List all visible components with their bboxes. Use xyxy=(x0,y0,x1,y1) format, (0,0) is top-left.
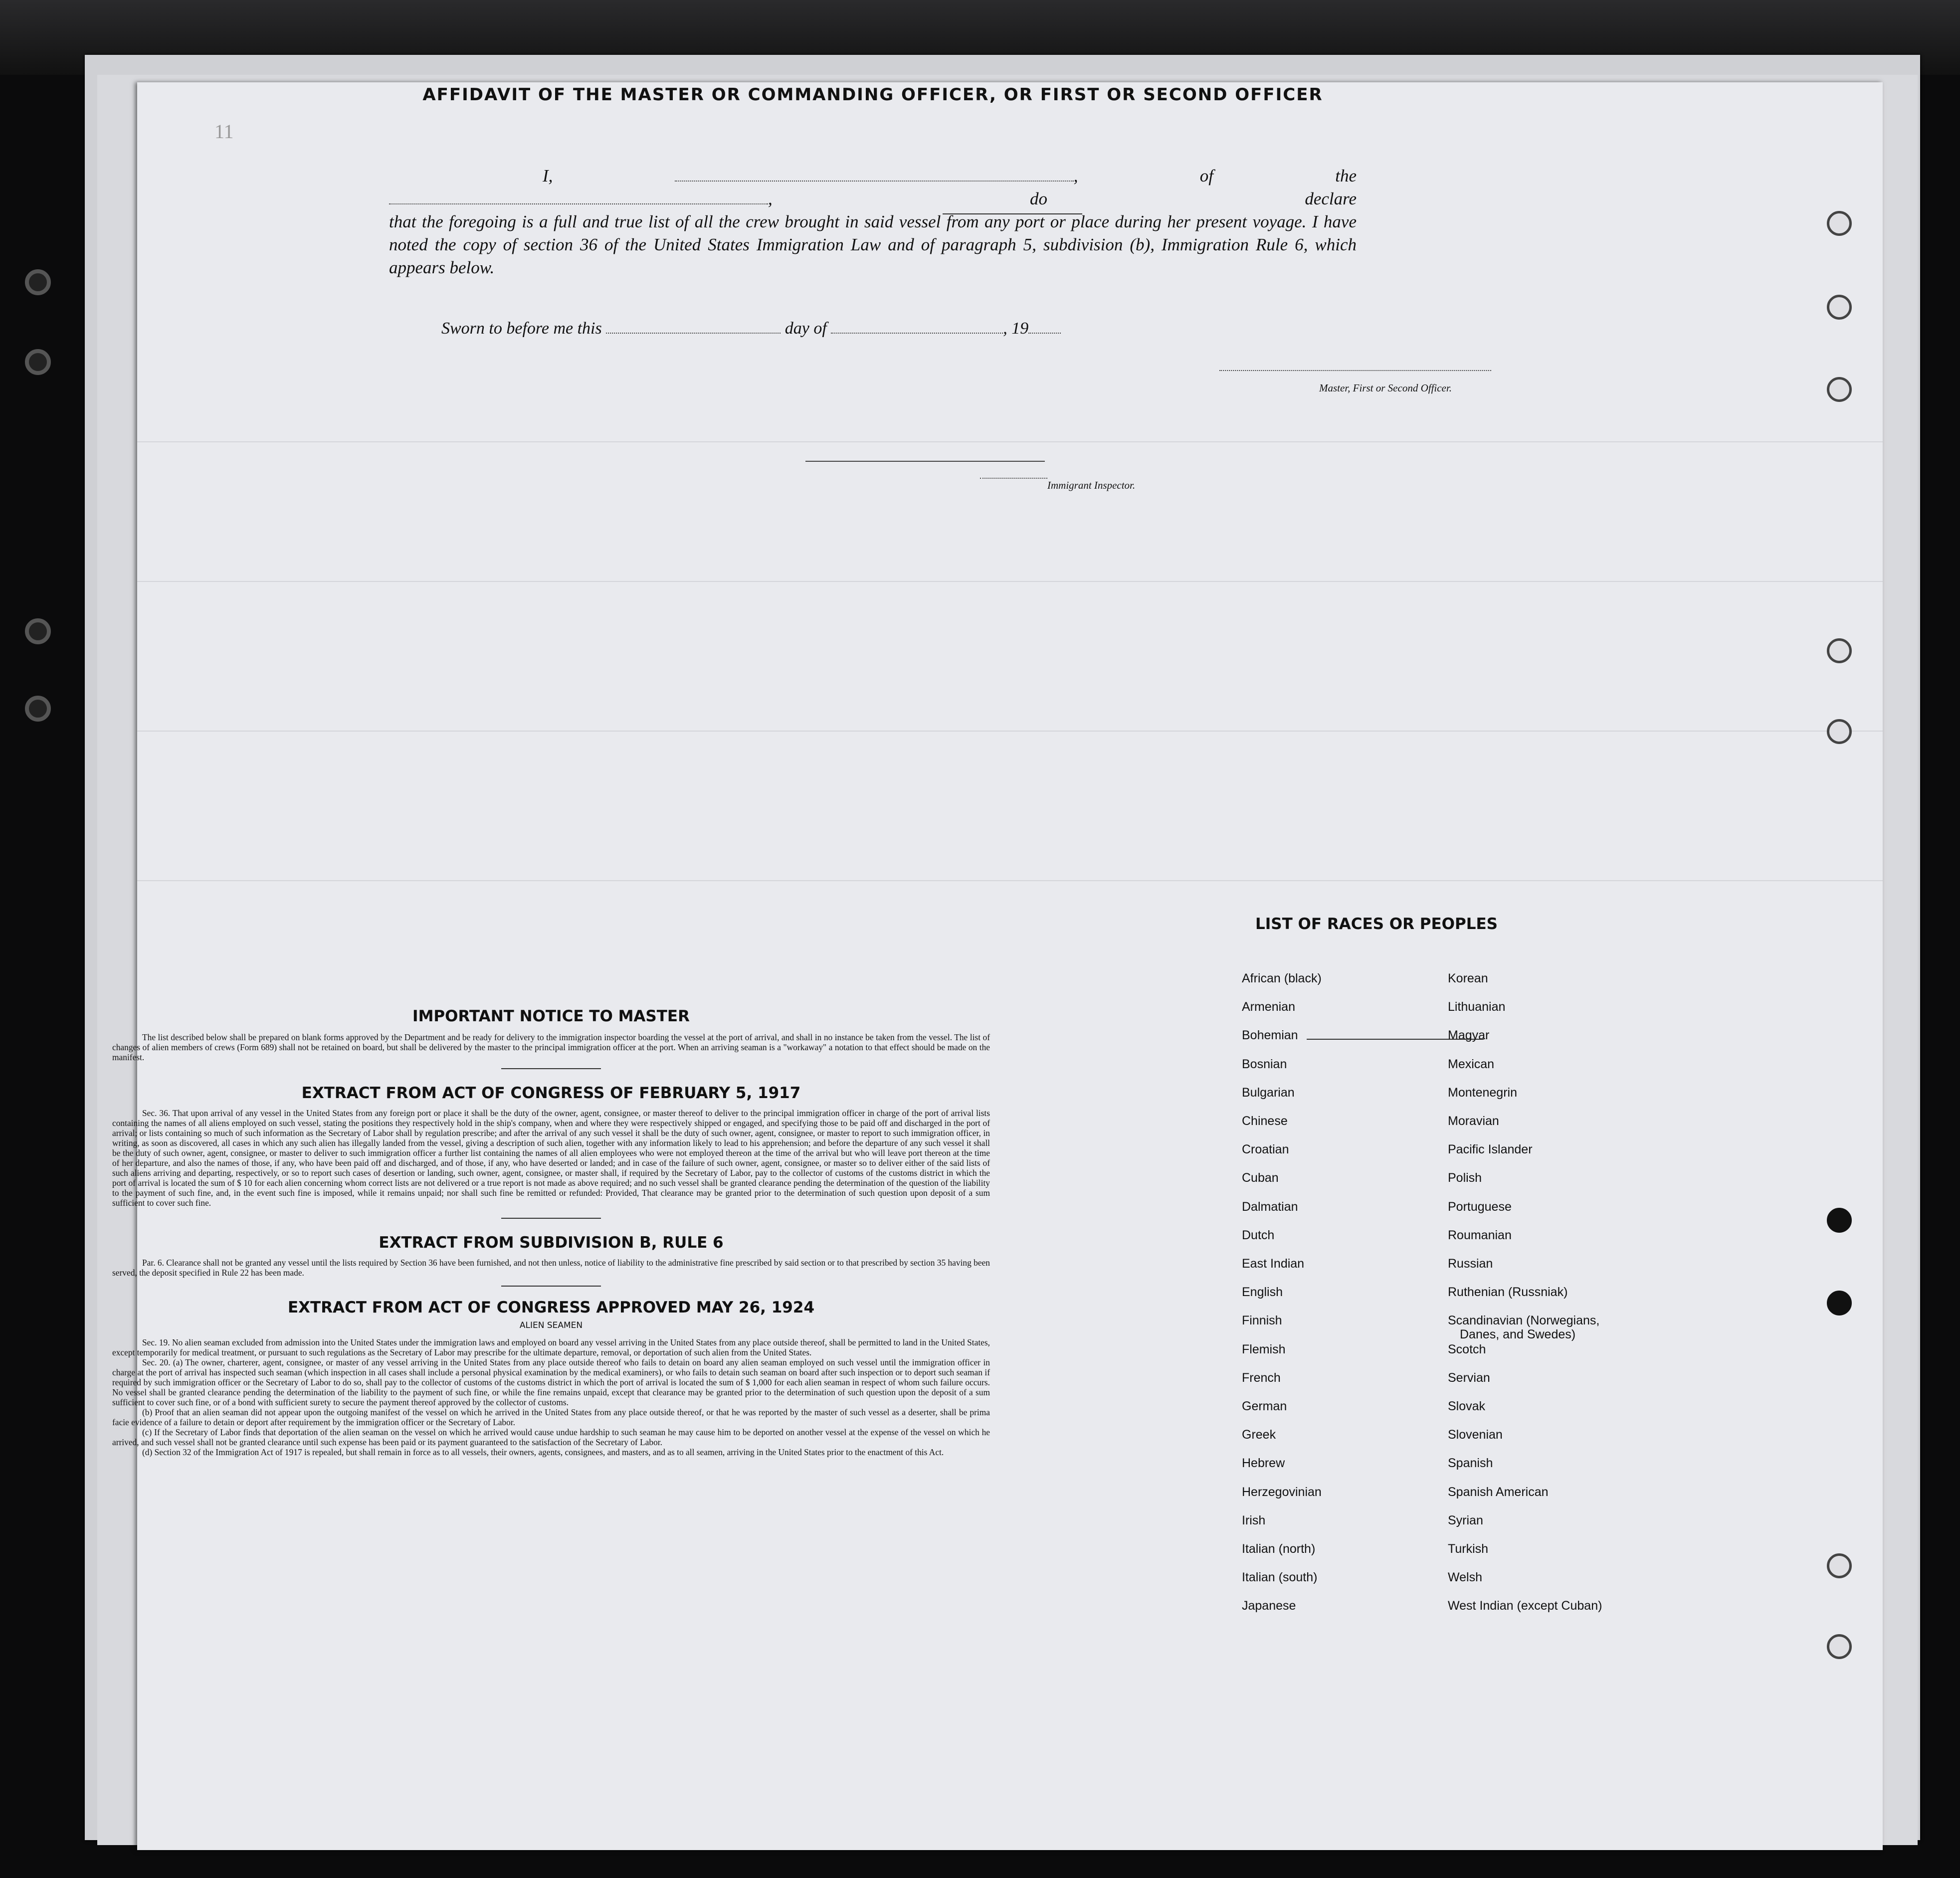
race-item: Japanese xyxy=(1242,1599,1296,1613)
race-item: Turkish xyxy=(1448,1542,1489,1556)
race-item: Scandinavian (Norwegians, xyxy=(1448,1314,1600,1328)
signature-caption: Master, First or Second Officer. xyxy=(1319,382,1452,394)
race-item: African (black) xyxy=(1242,971,1322,985)
affidavit-title: AFFIDAVIT OF THE MASTER OR COMMANDING OFFICER, OR FIRST OR SECOND OFFICER xyxy=(422,85,1323,105)
binder-hole-icon xyxy=(1827,1208,1852,1233)
affidavit-text xyxy=(389,165,1357,279)
race-item: Moravian xyxy=(1448,1114,1499,1128)
section-rule xyxy=(501,1218,601,1219)
race-item: Servian xyxy=(1448,1370,1490,1385)
race-item: Welsh xyxy=(1448,1570,1483,1585)
binder-hole-icon xyxy=(1827,1291,1852,1315)
extract-1924-sec19: Sec. 19. No alien seaman excluded from admission into the United States under the immigration laws and employed on board any vessel arriving in the United States from any place outside thereof, shall be permitted to land in the United States, except temporarily for medical treatment, or pursuant to such regulations as the Secretary of Labor may prescribe for the ultimate departure, removal, or deportation of such alien from the United States. xyxy=(112,1337,990,1357)
binder-hole-icon xyxy=(1827,1553,1852,1578)
extract-1917-title: EXTRACT FROM ACT OF CONGRESS OF FEBRUARY 5, 1917 xyxy=(301,1084,801,1102)
race-item: Montenegrin xyxy=(1448,1085,1517,1100)
binder-hole-icon xyxy=(1827,638,1852,663)
sworn-day-of: day of xyxy=(784,319,827,338)
race-item: Danes, and Swedes) xyxy=(1460,1327,1576,1342)
extract-1924-sec20a: Sec. 20. (a) The owner, charterer, agent, consignee, or master of any vessel arriving in the United States from any place outside thereof who fails to detain on board any alien seaman employed on such vessel until the immigration officer in charge at the port of arrival has inspected such seaman (which inspection in all cases shall include a personal physical examination by the medical examiners), or who fails to detain such seaman on board after such inspection or to deport such seaman if required by such immigration officer or the Secretary of Labor to do so, shall pay to the collector of customs of the customs district in which the port of arrival is located the sum of $ 1,000 for each alien seaman in respect of whom such failure occurs. No vessel shall be granted clearance pending the determination of the liability to the payment of such fine, or while the fine remains unpaid, except that clearance may be granted prior to the determination of such question upon the deposit of a sum sufficient to cover such fine, or of a bond with sufficient surety to secure the payment thereof approved by the collector of customs. xyxy=(112,1357,990,1407)
extract-1924-sec20d: (d) Section 32 of the Immigration Act of 1917 is repealed, but shall remain in force as to all vessels, their owners, agents, consignees, and masters, and as to all seamen, arriving in the United States prior to the enactment of this Act. xyxy=(142,1447,944,1457)
extract-rule6-text: Par. 6. Clearance shall not be granted any vessel until the lists required by Section 36 have been furnished, and not then unless, notice of liability to the administrative fine prescribed by said section or to that prescribed by section 35 having been served, the deposit specified in Rule 22 has been made. xyxy=(112,1258,990,1278)
sworn-year-prefix: , 19 xyxy=(1003,319,1029,338)
race-item: Irish xyxy=(1242,1513,1266,1527)
binder-hole-icon xyxy=(25,618,51,644)
sworn-day-field[interactable] xyxy=(606,323,781,334)
race-item: Magyar xyxy=(1448,1028,1490,1043)
vessel-field[interactable] xyxy=(389,193,768,204)
extract-1924-title: EXTRACT FROM ACT OF CONGRESS APPROVED MAY 26, 1924 xyxy=(287,1299,815,1316)
race-item: Lithuanian xyxy=(1448,1000,1506,1014)
sworn-label: Sworn to before me this xyxy=(441,319,602,338)
race-item: Russian xyxy=(1448,1257,1493,1271)
race-item: East Indian xyxy=(1242,1257,1305,1271)
extract-rule6-title: EXTRACT FROM SUBDIVISION B, RULE 6 xyxy=(379,1234,724,1252)
binder-hole-icon xyxy=(1827,1634,1852,1659)
extract-1924-sec20c: (c) If the Secretary of Labor finds that deportation of the alien seaman on the vessel on which he arrived would cause undue hardship to such seaman he may cause him to be deported on another vessel at the expense of the vessel on which he arrived, and such vessel shall not be granted clearance until such expense has been paid or its payment guaranteed to the satisfaction of the Secretary of Labor. xyxy=(112,1427,990,1447)
race-item: Armenian xyxy=(1242,1000,1295,1014)
legal-extracts xyxy=(112,918,990,1457)
binder-hole-icon xyxy=(1827,295,1852,320)
race-item: Syrian xyxy=(1448,1513,1483,1527)
bleed-through-line xyxy=(137,731,1883,732)
races-title: LIST OF RACES OR PEOPLES xyxy=(1255,915,1498,933)
race-item: Flemish xyxy=(1242,1342,1286,1356)
extract-1924-subtitle: ALIEN SEAMEN xyxy=(519,1320,583,1330)
binder-hole-icon xyxy=(25,269,51,295)
race-item: Slovenian xyxy=(1448,1428,1503,1442)
race-item: Greek xyxy=(1242,1428,1276,1442)
bleed-through-line xyxy=(137,880,1883,881)
binder-hole-icon xyxy=(25,696,51,722)
race-item: Herzegovinian xyxy=(1242,1485,1322,1499)
race-item: Bohemian xyxy=(1242,1028,1298,1043)
notice-title: IMPORTANT NOTICE TO MASTER xyxy=(412,1007,690,1025)
race-item: West Indian (except Cuban) xyxy=(1448,1599,1602,1613)
race-item: Croatian xyxy=(1242,1142,1289,1157)
margin-note: 11 xyxy=(214,120,234,143)
race-item: Dutch xyxy=(1242,1228,1275,1242)
race-item: Bulgarian xyxy=(1242,1085,1295,1100)
race-item: Chinese xyxy=(1242,1114,1288,1128)
race-item: Spanish American xyxy=(1448,1485,1549,1499)
binder-hole-icon xyxy=(25,349,51,375)
race-item: Polish xyxy=(1448,1171,1482,1185)
race-item: French xyxy=(1242,1370,1281,1385)
race-item: Mexican xyxy=(1448,1057,1495,1071)
binder-hole-icon xyxy=(1827,719,1852,744)
notice-text: The list described below shall be prepared on blank forms approved by the Department and be ready for delivery to the immigration inspector boarding the vessel at the port of arrival, and shall in no instance be taken from the vessel. The list of changes of alien members of crews (Form 689) shall not be retained on board, but shall be delivered by the master to the principal immigration officer at the port. When an arriving seaman is a "workaway" a notation to that effect should be made on the manifest. xyxy=(112,1032,990,1062)
affidavit-body: that the foregoing is a full and true list of all the crew brought in said vessel from any port or place during her present voyage. I have noted the copy of section 36 of the United States Immigration Law and of paragraph 5, subdivision (b), Immigration Rule 6, which appears below. xyxy=(389,212,1357,277)
race-item: Spanish xyxy=(1448,1456,1493,1471)
affidavit-i: I, xyxy=(543,166,553,186)
race-item: Scotch xyxy=(1448,1342,1486,1356)
race-item: German xyxy=(1242,1399,1287,1413)
extract-1924-sec20b: (b) Proof that an alien seaman did not appear upon the outgoing manifest of the vessel on which he arrived in the United States from any place outside thereof, or that he was reported by the master of such vessel as a deserter, shall be prima facie evidence of a failure to detain or deport after requirement by the immigration officer or the Secretary of Labor. xyxy=(112,1407,990,1427)
inspector-dots xyxy=(980,478,1047,479)
sworn-month-field[interactable] xyxy=(831,323,1003,334)
extract-1917-text: Sec. 36. That upon arrival of any vessel in the United States from any foreign port or place it shall be the duty of the owner, agent, consignee, or master thereof to deliver to the principal immigration officer in charge of the port of arrival lists containing the names of all aliens employed on such vessel, stating the positions they respectively hold in the ship's company, when and where they were respectively shipped or engaged, and specifying those to be paid off and discharged in the port of arrival; or lists containing so much of such information as the Secretary of Labor shall by regulation prescribe; and after the arrival of any such vessel it shall be the duty of such owner, agent, consignee, or master to report to such immigration officer, in writing, as soon as discovered, all cases in which any such alien has illegally landed from the vessel, giving a description of such alien, together with any information likely to lead to his apprehension; and before the departure of any such vessel it shall be the duty of such owner, agent, consignee, or master to deliver to such immigration officer a further list containing the names of all alien employees who were not employed thereon at the time of the arrival but who will leave port thereon at the time of her departure, and also the names of those, if any, who have been paid off and discharged, and of those, if any, who have deserted or landed; and in case of the failure of such owner, agent, consignee, or master so to deliver either of the said lists of such aliens arriving and departing, respectively, or so to report such cases of desertion or landing, such owner, agent, consignee, or master shall, if required by the Secretary of Labor, pay to the collector of customs of the customs district in which the port of arrival is located the sum of $ 10 for each alien concerning whom correct lists are not delivered or a true report is not made as above required; and no such vessel shall be granted clearance pending the determination of the question of the liability to the payment of such fine, and, in the event such fine is imposed, while it remains unpaid; nor shall such fine be remitted or refunded: Provided, That clearance may be granted prior to the determination of such question upon deposit of a sum sufficient to cover such fine. xyxy=(112,1108,990,1208)
race-item: Hebrew xyxy=(1242,1456,1285,1471)
section-rule xyxy=(501,1286,601,1287)
binder-hole-icon xyxy=(1827,211,1852,236)
affidavit-of-the: , of the xyxy=(1073,166,1357,186)
affidavit-declare: , do declare xyxy=(768,189,1357,208)
bleed-through-line xyxy=(137,441,1883,442)
race-item: Korean xyxy=(1448,971,1488,985)
sworn-line xyxy=(441,319,1061,338)
inspector-caption: Immigrant Inspector. xyxy=(1047,479,1136,491)
race-item: Cuban xyxy=(1242,1171,1279,1185)
race-item: Ruthenian (Russniak) xyxy=(1448,1285,1568,1300)
section-rule xyxy=(501,1068,601,1069)
name-field[interactable] xyxy=(675,171,1074,182)
master-signature-field[interactable] xyxy=(1219,370,1491,371)
race-item: Italian (south) xyxy=(1242,1570,1318,1585)
race-item: Italian (north) xyxy=(1242,1542,1316,1556)
race-item: Slovak xyxy=(1448,1399,1486,1413)
binder-hole-icon xyxy=(1827,377,1852,402)
race-item: Roumanian xyxy=(1448,1228,1512,1242)
bleed-through-line xyxy=(137,581,1883,582)
race-item: English xyxy=(1242,1285,1283,1300)
race-item: Dalmatian xyxy=(1242,1199,1298,1214)
sworn-year-field[interactable] xyxy=(1028,323,1061,334)
race-item: Pacific Islander xyxy=(1448,1142,1533,1157)
race-item: Bosnian xyxy=(1242,1057,1287,1071)
inspector-signature-field[interactable] xyxy=(805,461,1045,462)
race-item: Portuguese xyxy=(1448,1199,1512,1214)
race-item: Finnish xyxy=(1242,1314,1282,1328)
